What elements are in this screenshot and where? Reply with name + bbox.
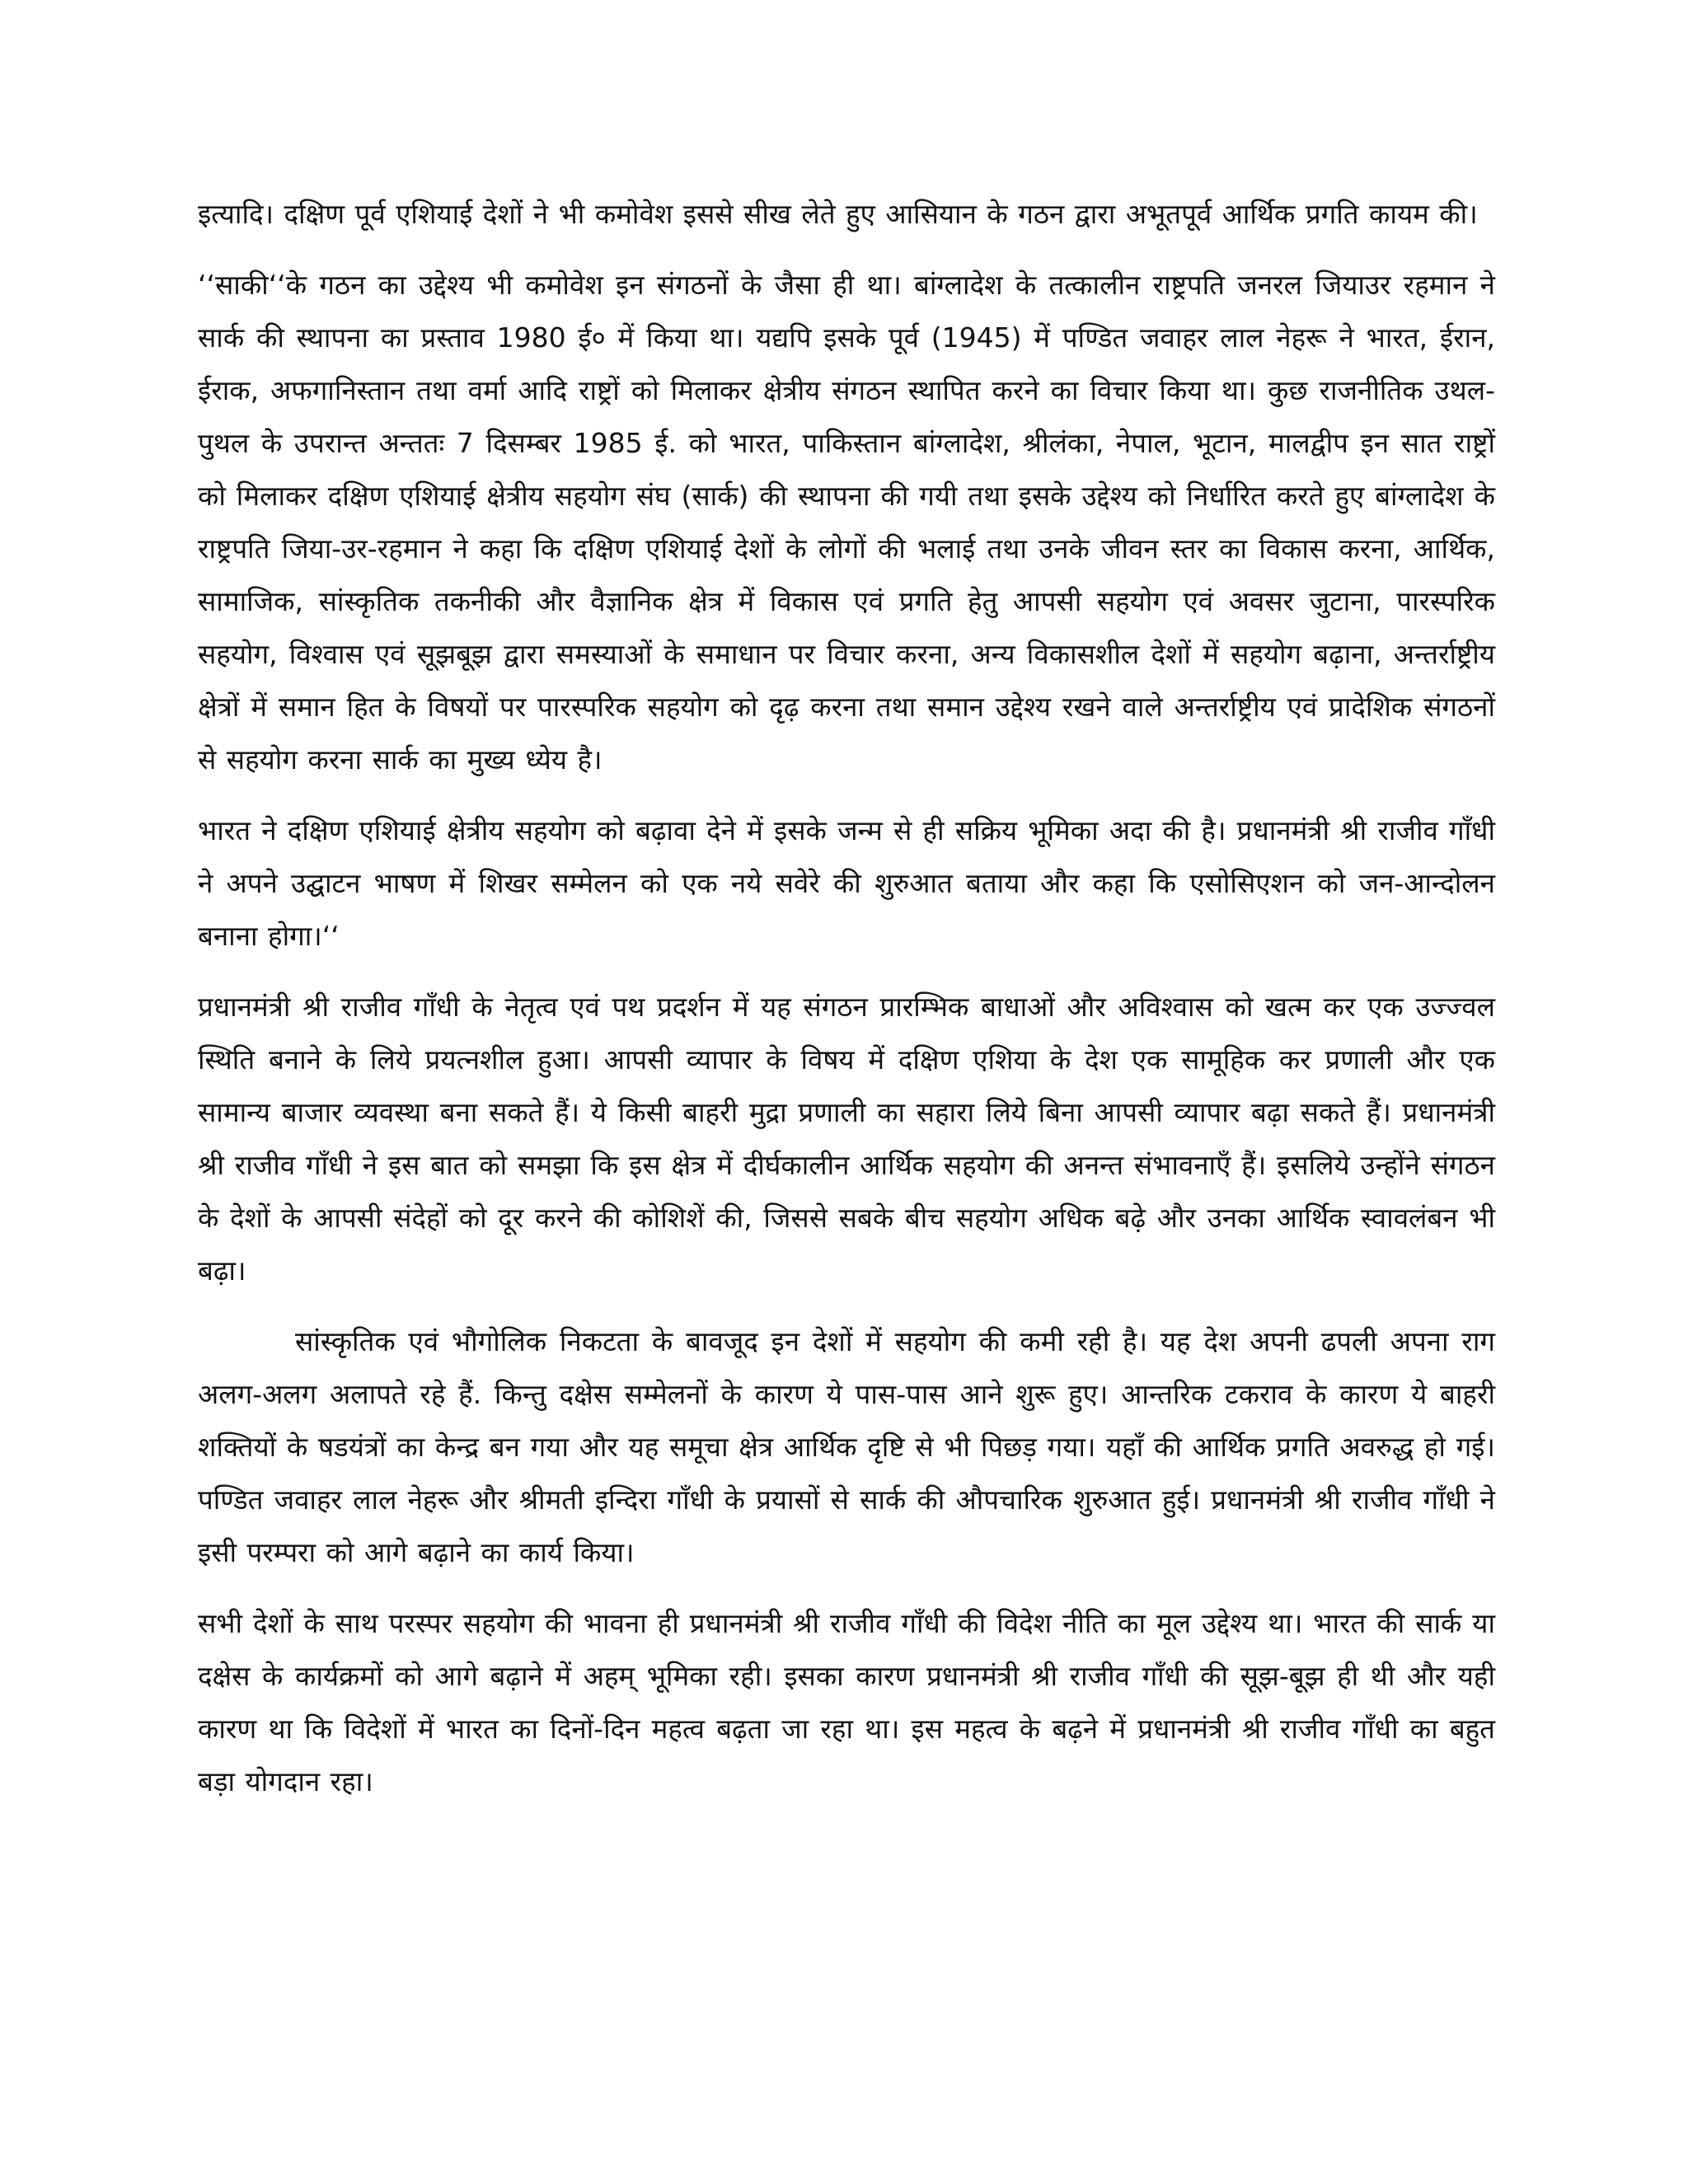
paragraph-foreign-policy: सभी देशों के साथ परस्पर सहयोग की भावना ही प्रधानमंत्री श्री राजीव गाँधी की विदेश नीति का मूल उद्देश्य था। भारत की सार्क या दक्षेस के कार्यक्रमों को आगे बढ़ाने में अहम् भूमिका रही। इसका कारण प्रधानमंत्री श्री राजीव गाँधी की सूझ-बूझ ही थी और यही कारण था कि विदेशों में भारत का दिनों-दिन महत्व बढ़ता जा रहा था। इस महत्व के बढ़ने में प्रधानमंत्री श्री राजीव गाँधी का बहुत बड़ा योगदान रहा। xyxy=(198,1607,1495,1797)
document-body xyxy=(198,188,1495,1826)
paragraph-rajiv-leadership: प्रधानमंत्री श्री राजीव गाँधी के नेतृत्व एवं पथ प्रदर्शन में यह संगठन प्रारम्भिक बाधाओं और अविश्वास को खत्म कर एक उज्ज्वल स्थिति बनाने के लिये प्रयत्नशील हुआ। आपसी व्यापार के विषय में दक्षिण एशिया के देश एक सामूहिक कर प्रणाली और एक सामान्य बाजार व्यवस्था बना सकते हैं। ये किसी बाहरी मुद्रा प्रणाली का सहारा लिये बिना आपसी व्यापार बढ़ा सकते हैं। प्रधानमंत्री श्री राजीव गाँधी ने इस बात को समझा कि इस क्षेत्र में दीर्घकालीन आर्थिक सहयोग की अनन्त संभावनाएँ हैं। इसलिये उन्होंने संगठन के देशों के आपसी संदेहों को दूर करने की कोशिशें की, जिससे सबके बीच सहयोग अधिक बढ़े और उनका आर्थिक स्वावलंबन भी बढ़ा। xyxy=(198,991,1495,1286)
paragraph-saarc-formation: ‘‘साकी‘‘के गठन का उद्देश्य भी कमोवेश इन संगठनों के जैसा ही था। बांग्लादेश के तत्कालीन राष्ट्रपति जनरल जियाउर रहमान ने सार्क की स्थापना का प्रस्ताव 1980 ई० में किया था। यद्यपि इसके पूर्व (1945) में पण्डित जवाहर लाल नेहरू ने भारत, ईरान, ईराक, अफगानिस्तान तथा वर्मा आदि राष्ट्रों को मिलाकर क्षेत्रीय संगठन स्थापित करने का विचार किया था। कुछ राजनीतिक उथल-पुथल के उपरान्त अन्ततः 7 दिसम्बर 1985 ई. को भारत, पाकिस्तान बांग्लादेश, श्रीलंका, नेपाल, भूटान, मालद्वीप इन सात राष्ट्रों को मिलाकर दक्षिण एशियाई क्षेत्रीय सहयोग संघ (सार्क) की स्थापना की गयी तथा इसके उद्देश्य को निर्धारित करते हुए बांग्लादेश के राष्ट्रपति जिया-उर-रहमान ने कहा कि दक्षिण एशियाई देशों के लोगों की भलाई तथा उनके जीवन स्तर का विकास करना, आर्थिक, सामाजिक, सांस्कृतिक तकनीकी और वैज्ञानिक क्षेत्र में विकास एवं प्रगति हेतु आपसी सहयोग एवं अवसर जुटाना, पारस्परिक सहयोग, विश्वास एवं सूझबूझ द्वारा समस्याओं के समाधान पर विचार करना, अन्य विकासशील देशों में सहयोग बढ़ाना, अन्तर्राष्ट्रीय क्षेत्रों में समान हित के विषयों पर पारस्परिक सहयोग को दृढ़ करना तथा समान उद्देश्य रखने वाले अन्तर्राष्ट्रीय एवं प्रादेशिक संगठनों से सहयोग करना सार्क का मुख्य ध्येय है। xyxy=(198,269,1495,776)
paragraph-asean-progress: इत्यादि। दक्षिण पूर्व एशियाई देशों ने भी कमोवेश इससे सीख लेते हुए आसियान के गठन द्वारा अभूतपूर्व आर्थिक प्रगति कायम की। xyxy=(198,198,1478,230)
paragraph-india-role: भारत ने दक्षिण एशियाई क्षेत्रीय सहयोग को बढ़ावा देने में इसके जन्म से ही सक्रिय भूमिका अदा की है। प्रधानमंत्री श्री राजीव गाँधी ने अपने उद्घाटन भाषण में शिखर सम्मेलन को एक नये सवेरे की शुरुआत बताया और कहा कि एसोसिएशन को जन-आन्दोलन बनाना होगा।‘‘ xyxy=(198,814,1495,952)
paragraph-regional-cooperation: सांस्कृतिक एवं भौगोलिक निकटता के बावजूद इन देशों में सहयोग की कमी रही है। यह देश अपनी ढपली अपना राग अलग-अलग अलापते रहे हैं. किन्तु दक्षेस सम्मेलनों के कारण ये पास-पास आने शुरू हुए। आन्तरिक टकराव के कारण ये बाहरी शक्तियों के षडयंत्रों का केन्द्र बन गया और यह समूचा क्षेत्र आर्थिक दृष्टि से भी पिछड़ गया। यहाँ की आर्थिक प्रगति अवरुद्ध हो गई। पण्डित जवाहर लाल नेहरू और श्रीमती इन्दिरा गाँधी के प्रयासों से सार्क की औपचारिक शुरुआत हुई। प्रधानमंत्री श्री राजीव गाँधी ने इसी परम्परा को आगे बढ़ाने का कार्य किया। xyxy=(198,1325,1495,1568)
